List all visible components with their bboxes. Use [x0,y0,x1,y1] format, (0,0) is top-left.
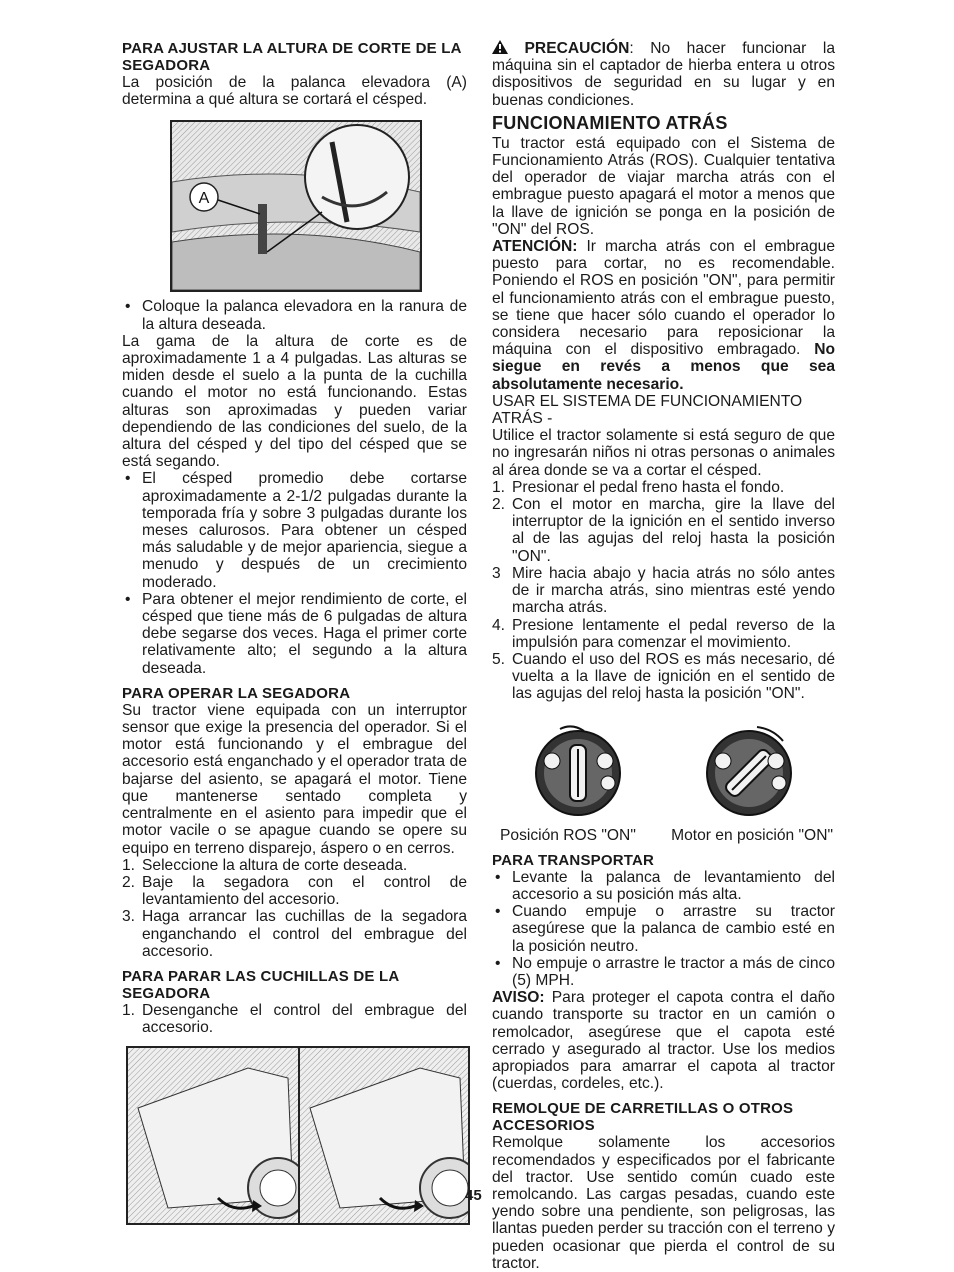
use-ros-paragraph: Utilice el tractor solamente si está seguro de que no ingresarán niños ni otras personas o animales al área donde se va a cortar el césped. [492,427,835,479]
right-column [492,40,835,1272]
list-item: • Para obtener el mejor rendimiento de corte, el césped que tiene más de 6 pulgadas de altura debe segarse dos veces. Haga el primer corte relativamente alto; el segundo a la altura deseada. [125,590,467,677]
stop-blades-heading: PARA PARAR LAS CUCHILLAS DE LA SEGADORA [122,967,399,1002]
reverse-paragraph: Tu tractor está equipado con el Sistema de Funcionamiento Atrás (ROS). Cualquier tentativa del operador de viajar marcha atrás con el embrague puesto apagará el motor a menos que la llave de ignición se ponga en la posición de "ON" del ROS. [492,134,835,238]
caution-paragraph: PRECAUCIÓN: No hacer funcionar la máquina sin el captador de hierba entera u otros dispositivos de seguridad en su lugar y en buenas condiciones. [492,40,836,109]
towing-heading: REMOLQUE DE CARRETILLAS O OTROS ACCESORIOS [492,1100,794,1135]
list-item: 4. Presione lentamente el pedal reverso de la impulsión para comenzar el movimiento. [492,616,835,651]
towing-paragraph: Remolque solamente los accesorios recomendados y especificados por el fabricante del tractor. Use sentido común cuado este remolcando. Las cargas pesadas, cuando este yendo sobre una pendiente, son peligrosas, las llantas pueden perder su tracción con el terreno y pueden ocasionar que pierda el control de su tractor. [492,1134,835,1272]
list-item: 2. Con el motor en marcha, gire la llave del interruptor de la ignición en el sentido inverso al de las agujas del reloj hasta la posición "ON". [492,496,835,565]
lift-lever-illustration [170,120,422,292]
list-item: • El césped promedio debe cortarse aproximadamente a 2-1/2 pulgadas durante la temporada fría y sobre 3 pulgadas durante los meses calurosos. Para obtener un césped más saludable y de mejor apariencia, siegue a menudo y después de un crecimiento moderado. [125,470,467,591]
clutch-illustration [126,1046,470,1225]
reverse-heading: FUNCIONAMIENTO ATRÁS [492,112,728,133]
notice-paragraph: AVISO: Para proteger el capota contra el daño cuando transporte su tractor en un camión o remolcador, asegúrese que el capota esté cerrado y asegurado al tractor. Use los medios apropiados para amarrar el capota al tractor (cuerdas, cordeles, etc.). [492,989,835,1093]
clutch-panel-left [128,1048,298,1223]
list-item: 1. Presionar el pedal freno hasta el fondo. [492,478,785,496]
clutch-panel-right [298,1048,470,1223]
list-item: 1. Seleccione la altura de corte deseada. [122,856,408,874]
operate-mower-paragraph: Su tractor viene equipada con un interruptor sensor que exige la presencia del operador. Si el motor está funcionando y el embrague del accesorio está enganchado y el operador trata de bajarse del asiento, se apagará el motor. Tiene que mantenerse sentado completa y centralmente en el asiento para impedir que el motor vacile o se apague cuando se opere su equipo en terreno disparejo, áspero o en cerros. [122,701,467,857]
ignition-key-diagrams [492,723,835,819]
list-item: • Coloque la palanca elevadora en la ranura de la altura deseada. [125,298,467,333]
list-item: 2. Baje la segadora con el control de levantamiento del accesorio. [122,873,467,909]
list-item: • No empuje o arrastre le tractor a más de cinco (5) MPH. [495,954,835,989]
ignition-key-on-icon [701,723,797,819]
operate-mower-heading: PARA OPERAR LA SEGADORA [122,684,351,702]
list-item: 5. Cuando el uso del ROS es más necesario, dé vuelta a la llave de ignición en el sentido de las agujas del reloj hasta la posición "ON". [492,650,835,703]
cut-height-paragraph: La gama de la altura de corte es de aproximadamente 1 a 4 pulgadas. Las alturas se miden desde el suelo a la punta de la cuchilla cuando el motor no está funcionando. Estas alturas son aproximadas y pueden variar dependiendo de las condiciones del suelo, de la altura del césped y del tipo del césped que se está segando. [122,332,467,471]
page-number: 45 [465,1187,482,1204]
cut-height-heading: PARA AJUSTAR LA ALTURA DE CORTE DE LA SEGADORA [122,40,462,74]
cut-height-intro: La posición de la palanca elevadora (A) determina a qué altura se cortará el césped. [122,74,467,109]
list-item: • Levante la palanca de levantamiento del accesorio a su posición más alta. [495,868,835,903]
attention-paragraph: ATENCIÓN: Ir marcha atrás con el embrague puesto para cortar, no es recomendable. Poniendo el ROS en posición "ON", para permitir el funcionamiento atrás con el embrague puesto, se tiene que hacer sólo cuando el operador lo considera necesario para reposicionar la máquina con el dispositivo embragado. No siegue en revés a menos que sea absolutamente necesario. [492,238,835,393]
list-item: 3 Mire hacia abajo y hacia atrás no sólo antes de ir marcha atrás, sino mientras esté yendo marcha atrás. [492,564,835,617]
list-item: 1. Desenganche el control del embrague del accesorio. [122,1001,467,1037]
list-item: 3. Haga arrancar las cuchillas de la segadora enganchando el control del embrague del accesorio. [122,908,467,960]
use-ros-heading: USAR EL SISTEMA DE FUNCIONAMIENTO ATRÁS - [492,392,803,428]
transport-heading: PARA TRANSPORTAR [492,851,655,869]
left-column [122,40,467,1225]
figure-label-a: A [198,190,210,208]
list-item: • Cuando empuje o arrastre su tractor asegúrese que la palanca de cambio esté en la posición neutro. [495,903,835,955]
caution-label: PRECAUCIÓN [524,40,630,57]
warning-icon [492,40,525,57]
ignition-key-ros-icon [530,723,626,819]
caption-motor-on: Motor en posición "ON" [671,826,833,844]
caption-ros-on: Posición ROS "ON" [500,826,636,844]
